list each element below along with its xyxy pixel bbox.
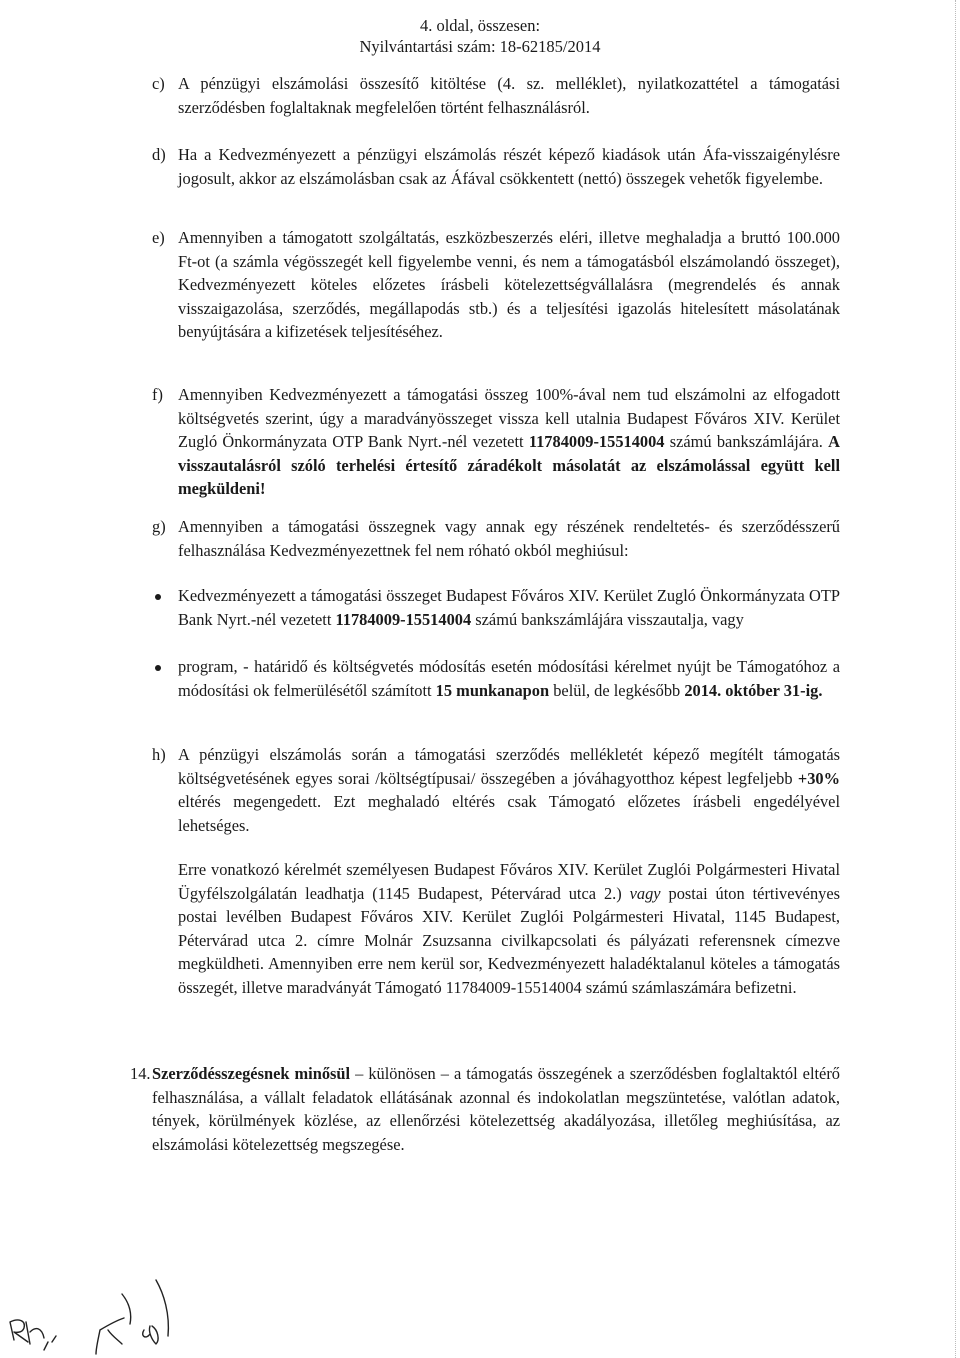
item-h-p2-before: Erre vonatkozó kérelmét személyesen Budapest Főváros XIV. Kerület Zuglói Polgármesteri Hivatal Ügyfélszolgálatán leadhatja (1145 Budapest, Pétervárad utca 2.)	[178, 860, 840, 903]
item-14-bold: Szerződésszegésnek minősül	[152, 1064, 351, 1083]
bank-account-number: 11784009-15514004	[528, 432, 665, 452]
item-h-second-paragraph	[178, 858, 840, 1000]
bullet-1-text-after: számú bankszámlájára visszautalja, vagy	[475, 609, 744, 629]
item-f-text	[178, 383, 840, 501]
item-e-text: Amennyiben a támogatott szolgáltatás, eszközbeszerzés eléri, illetve meghaladja a bruttó 100.000 Ft-ot (a számla végösszegét kell figyelembe venni, és nem a támogatásból elszámolandó összeget), Kedvezményezett köteles előzetes írásbeli kötelezettségvállalásra (megrendelés és annak visszaigazolása, szerződés, megállapodás stb.) és a teljesítési igazolás hitelesített másolatának benyújtására a kifizetések teljesítéséhez.	[178, 228, 840, 342]
item-h-text	[178, 743, 840, 837]
item-g-letter: g)	[152, 517, 166, 536]
item-f-text-middle: számú bankszámlájára.	[669, 432, 823, 452]
bullet-1-marker	[155, 594, 161, 600]
handwritten-signature	[0, 1270, 220, 1355]
bullet-2-deadline-days: 15 munkanapon	[435, 680, 550, 700]
item-f-bold-notice: A visszautalásról szóló terhelési értesítő záradékolt másolatát az elszámolással együtt kell megküldeni!	[178, 432, 840, 499]
item-g-text: Amennyiben a támogatási összegnek vagy annak egy részének rendeltetés- és szerződésszerű felhasználása Kedvezményezettnek fel nem róható okból meghiúsul:	[178, 517, 840, 560]
item-h-p2-after: postai úton tértivevényes postai levélben Budapest Főváros XIV. Kerület Zuglói Polgármesteri Hivatal, 1145 Budapest, Pétervárad utca 2. címre Molnár Zsuzsanna civilkapcsolati és pályázati referensnek címezve megküldheti. Amennyiben erre nem kerül sor, Kedvezményezett haladéktalanul köteles a támogatás összegét, illetve maradványát Támogató 11784009-15514004 számú számlaszámára befizetni.	[178, 883, 840, 997]
page-header	[330, 15, 630, 57]
item-f-letter: f)	[152, 385, 163, 404]
item-14-number: 14.	[130, 1064, 151, 1083]
item-h-text-before: A pénzügyi elszámolás során a támogatási szerződés mellékletét képező megítélt támogatás költségvetésének egyes sorai /költségtípusai/ összegében a jóváhagyotthoz képest legfeljebb	[178, 745, 840, 788]
item-d-text: Ha a Kedvezményezett a pénzügyi elszámolás részét képező kiadások után Áfa-visszaigénylésre jogosult, akkor az elszámolásban csak az Áfával csökkentett (nettó) összegek vehetők figyelembe.	[178, 145, 840, 188]
item-14-body: – különösen – a támogatás összegének a szerződésben foglaltaktól eltérő felhasználása, a vállalt feladatok ellátásának azonnal és indokolatlan megszüntetése, valótlan adatok, tények, körülmények közlése, az ellenőrzési kötelezettség akadályozása, illetőleg meghiúsítása, az elszámolási kötelezettség megszegése.	[152, 1064, 840, 1154]
page-count: 4. oldal, összesen:	[419, 16, 541, 35]
bullet-1-account-number: 11784009-15514004	[335, 609, 472, 629]
item-c-text: A pénzügyi elszámolási összesítő kitöltése (4. sz. melléklet), nyilatkozattétel a támogatási szerződésben foglaltaknak megfelelően történt felhasználásról.	[178, 74, 840, 117]
item-h-percent: +30%	[797, 768, 840, 788]
bullet-2-deadline-date: 2014. október 31-ig.	[684, 680, 823, 700]
bullet-2-text	[178, 655, 840, 702]
item-h-p2-italic: vagy	[629, 883, 661, 903]
bullet-1-text-before: Kedvezményezett a támogatási összeget Budapest Főváros XIV. Kerület Zugló Önkormányzata OTP Bank Nyrt.-nél vezetett	[178, 586, 840, 629]
item-f-text-before: Amennyiben Kedvezményezett a támogatási összeg 100%-ával nem tud elszámolni az elfogadott költségvetés szerint, úgy a maradványösszeget vissza kell utalnia Budapest Főváros XIV. Kerület Zugló Önkormányzata OTP Bank Nyrt.-nél vezetett	[178, 385, 840, 452]
scan-edge-line	[954, 0, 956, 1358]
item-h-text-after: eltérés megengedett. Ezt meghaladó eltérés csak Támogató előzetes írásbeli engedélyével lehetséges.	[178, 792, 840, 835]
registration-number: Nyilvántartási szám: 18-62185/2014	[359, 37, 601, 56]
item-c-letter: c)	[152, 74, 165, 93]
bullet-2-text-before: program, - határidő és költségvetés módosítás esetén módosítási kérelmet nyújt be Támogatóhoz a módosítási ok felmerülésétől számított	[178, 657, 840, 700]
bullet-2-marker	[155, 665, 161, 671]
bullet-1-text	[178, 584, 840, 631]
item-e-letter: e)	[152, 228, 165, 247]
bullet-2-text-middle: belül, de legkésőbb	[553, 680, 681, 700]
item-h-letter: h)	[152, 745, 166, 764]
item-14-text	[152, 1062, 840, 1156]
item-d-letter: d)	[152, 145, 166, 164]
